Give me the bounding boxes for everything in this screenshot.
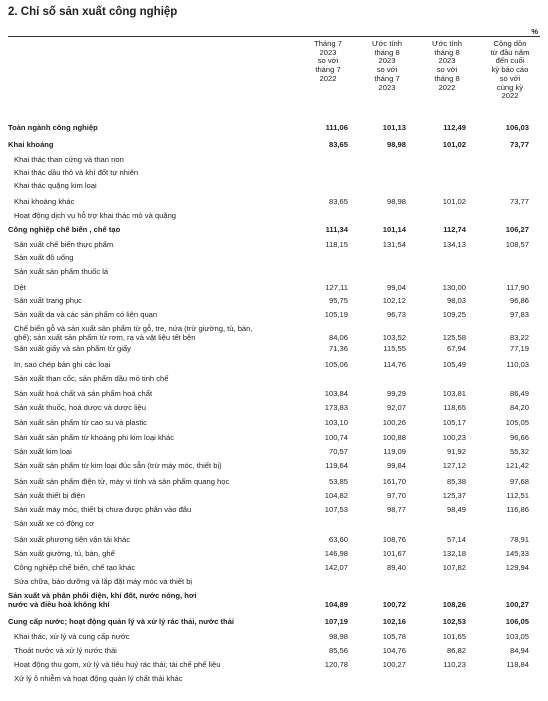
row-label-line: Khai thác quặng kim loại xyxy=(14,181,97,190)
cell-value: 118,84 xyxy=(506,660,529,669)
cell-value: 134,13 xyxy=(442,240,466,249)
row-label-line: Cung cấp nước; hoạt động quản lý và xử lý rác thải, nước thải xyxy=(8,617,235,626)
cell-value: 103,81 xyxy=(442,389,466,398)
row-label-line: Dệt xyxy=(14,283,26,292)
cell-value: 96,86 xyxy=(509,296,529,305)
cell-value: 84,20 xyxy=(509,403,529,412)
column-header-line: tháng 7 xyxy=(315,65,341,75)
row-label-line: Khai thác than cứng và than non xyxy=(14,155,124,164)
column-header-line: từ đầu năm xyxy=(490,47,530,57)
row-label xyxy=(8,591,308,609)
cell-value: 106,03 xyxy=(505,123,529,132)
cell-value: 107,53 xyxy=(324,505,348,514)
cell-value: 85,56 xyxy=(328,646,348,655)
cell-value: 86,82 xyxy=(446,646,466,655)
cell-value: 111,06 xyxy=(325,123,348,132)
cell-value: 107,82 xyxy=(442,563,466,572)
cell-value: 104,89 xyxy=(324,600,348,609)
cell-value: 111,34 xyxy=(325,225,348,234)
cell-value: 102,53 xyxy=(442,617,466,626)
cell-value: 101,65 xyxy=(442,632,466,641)
row-label-line: Khai thác, xử lý và cung cấp nước xyxy=(14,632,130,641)
cell-value: 101,13 xyxy=(382,123,406,132)
column-header-line: 2023 xyxy=(319,47,337,57)
cell-value: 142,07 xyxy=(324,563,348,572)
cell-value: 106,27 xyxy=(505,225,529,234)
row-label-line: Sản xuất giấy và sản phẩm từ giấy xyxy=(14,344,131,353)
cell-value: 78,91 xyxy=(509,535,529,544)
cell-value: 103,52 xyxy=(382,333,406,342)
table-header xyxy=(0,40,548,120)
cell-value: 100,27 xyxy=(382,660,406,669)
column-header-line: tháng 7 xyxy=(374,73,400,83)
cell-value: 103,84 xyxy=(324,389,348,398)
row-label xyxy=(8,617,308,626)
row-label-line: Sản xuất da và các sản phẩm có liên quan xyxy=(14,310,158,319)
cell-value: 73,77 xyxy=(509,140,529,149)
cell-value: 99,04 xyxy=(386,283,406,292)
row-label-line: Sản xuất hoá chất và sản phẩm hoá chất xyxy=(14,389,153,398)
cell-value: 110,23 xyxy=(443,660,466,669)
row-label-line: Sản xuất thuốc, hoá dược và dược liệu xyxy=(14,403,146,412)
column-header-line: tháng 8 xyxy=(434,73,460,83)
row-label xyxy=(14,519,308,528)
cell-value: 73,77 xyxy=(509,197,529,206)
cell-value: 77,19 xyxy=(509,344,529,353)
row-label-line: Sửa chữa, bảo dưỡng và lắp đặt máy móc và thiết bị xyxy=(14,577,193,586)
cell-value: 63,60 xyxy=(328,535,348,544)
row-label-line: Sản xuất than cốc, sản phẩm dầu mỏ tinh chế xyxy=(14,374,169,383)
cell-value: 125,37 xyxy=(442,491,466,500)
row-label xyxy=(14,549,308,558)
row-label xyxy=(14,660,308,669)
row-label-line: Toàn ngành công nghiệp xyxy=(8,123,98,132)
row-label xyxy=(14,240,308,249)
row-label xyxy=(14,374,308,383)
row-label xyxy=(14,477,308,486)
cell-value: 109,25 xyxy=(442,310,466,319)
cell-value: 84,06 xyxy=(328,333,348,342)
page-title: 2. Chỉ số sản xuất công nghiệp xyxy=(8,6,178,18)
row-label xyxy=(14,418,308,427)
row-label xyxy=(14,168,308,177)
cell-value: 131,54 xyxy=(382,240,406,249)
cell-value: 97,83 xyxy=(509,310,529,319)
cell-value: 100,88 xyxy=(382,433,406,442)
column-header-line: so với xyxy=(499,73,521,83)
row-label-line: Xử lý ô nhiễm và hoạt động quản lý chất thải khác xyxy=(14,674,183,683)
cell-value: 125,58 xyxy=(442,333,466,342)
cell-value: 101,02 xyxy=(442,197,466,206)
row-label-line: Sản xuất xe có động cơ xyxy=(14,519,95,528)
row-label xyxy=(14,403,308,412)
cell-value: 92,07 xyxy=(386,403,406,412)
cell-value: 96,73 xyxy=(386,310,406,319)
cell-value: 108,76 xyxy=(382,535,406,544)
cell-value: 55,32 xyxy=(509,447,529,456)
row-label xyxy=(14,461,308,470)
row-label xyxy=(8,140,308,149)
cell-value: 89,40 xyxy=(386,563,406,572)
cell-value: 86,49 xyxy=(509,389,529,398)
cell-value: 105,78 xyxy=(382,632,406,641)
cell-value: 100,27 xyxy=(505,600,529,609)
cell-value: 98,49 xyxy=(446,505,466,514)
cell-value: 105,19 xyxy=(324,310,348,319)
cell-value: 146,98 xyxy=(324,549,348,558)
cell-value: 105,06 xyxy=(324,360,348,369)
cell-value: 91,92 xyxy=(446,447,466,456)
row-label-line: Công nghiệp chế biến , chế tạo xyxy=(8,225,121,234)
row-label-line: Sản xuất phương tiện vận tải khác xyxy=(14,535,131,544)
row-label xyxy=(14,674,308,683)
column-header-line: so với xyxy=(376,65,398,75)
cell-value: 112,74 xyxy=(443,225,466,234)
row-label xyxy=(14,267,308,276)
row-label xyxy=(8,123,308,132)
row-label-line: Sản xuất trang phục xyxy=(14,296,82,305)
cell-value: 121,42 xyxy=(505,461,529,470)
column-header-line: đến cuối xyxy=(495,56,525,66)
cell-value: 119,64 xyxy=(325,461,348,470)
cell-value: 105,05 xyxy=(505,418,529,427)
row-label xyxy=(14,491,308,500)
row-label xyxy=(14,447,308,456)
cell-value: 116,86 xyxy=(506,505,529,514)
column-header-line: 2022 xyxy=(319,73,337,83)
row-label xyxy=(8,225,308,234)
row-label xyxy=(14,344,308,353)
column-header-line: Cộng dồn xyxy=(493,39,527,48)
column-header-line: so với xyxy=(317,56,339,66)
cell-value: 67,94 xyxy=(446,344,466,353)
column-header-line: 2023 xyxy=(378,82,396,92)
row-label-line: Sản xuất kim loại xyxy=(14,447,72,456)
column-header-line: cùng kỳ xyxy=(496,82,524,92)
cell-value: 115,55 xyxy=(383,344,406,353)
row-label-line: Thoát nước và xử lý nước thải xyxy=(14,646,117,655)
row-label xyxy=(14,283,308,292)
column-header-line: Ước tính xyxy=(371,39,403,48)
row-label-line: Sản xuất thiết bị điện xyxy=(14,491,85,500)
row-label xyxy=(14,505,308,514)
cell-value: 100,72 xyxy=(382,600,406,609)
row-label xyxy=(14,155,308,164)
row-label xyxy=(14,211,308,220)
cell-value: 83,65 xyxy=(328,197,348,206)
cell-value: 98,77 xyxy=(386,505,406,514)
column-header-line: 2023 xyxy=(378,56,396,66)
column-header-line: Ước tính xyxy=(431,39,463,48)
unit-label: % xyxy=(531,27,538,36)
cell-value: 100,74 xyxy=(324,433,348,442)
column-header-line: kỳ báo cáo xyxy=(491,65,529,75)
cell-value: 85,38 xyxy=(446,477,466,486)
row-label-line: nước và điều hoà không khí xyxy=(8,600,110,609)
cell-value: 84,94 xyxy=(509,646,529,655)
row-label-line: Sản xuất sản phẩm từ cao su và plastic xyxy=(14,418,147,427)
cell-value: 57,14 xyxy=(446,535,466,544)
cell-value: 114,76 xyxy=(383,360,406,369)
cell-value: 108,57 xyxy=(505,240,529,249)
cell-value: 129,94 xyxy=(505,563,529,572)
cell-value: 98,98 xyxy=(386,140,406,149)
row-label-line: ghế); sản xuất sản phẩm từ rơm, rạ và vật liệu tết bện xyxy=(14,333,196,342)
cell-value: 102,16 xyxy=(382,617,406,626)
cell-value: 117,90 xyxy=(506,283,529,292)
row-label xyxy=(14,646,308,655)
cell-value: 103,10 xyxy=(324,418,348,427)
cell-value: 99,29 xyxy=(386,389,406,398)
cell-value: 173,83 xyxy=(324,403,348,412)
column-header-line: 2022 xyxy=(501,91,519,101)
cell-value: 107,19 xyxy=(324,617,348,626)
row-label-line: Khai thác dầu thô và khí đốt tự nhiên xyxy=(14,168,139,177)
column-header xyxy=(299,40,357,84)
column-header-line: tháng 8 xyxy=(434,47,460,57)
row-label-line: Sản xuất giường, tủ, bàn, ghế xyxy=(14,549,115,558)
column-header-line: so với xyxy=(436,65,458,75)
cell-value: 118,65 xyxy=(443,403,466,412)
row-label xyxy=(14,389,308,398)
cell-value: 145,33 xyxy=(505,549,529,558)
row-label-line: Sản xuất và phân phối điện, khí đốt, nước nóng, hơi xyxy=(8,591,197,600)
cell-value: 100,26 xyxy=(382,418,406,427)
row-label-line: Sản xuất sản phẩm thuốc lá xyxy=(14,267,109,276)
cell-value: 104,76 xyxy=(382,646,406,655)
cell-value: 98,03 xyxy=(446,296,466,305)
cell-value: 53,85 xyxy=(328,477,348,486)
row-label xyxy=(14,296,308,305)
cell-value: 110,03 xyxy=(506,360,529,369)
cell-value: 103,05 xyxy=(505,632,529,641)
row-label xyxy=(14,563,308,572)
cell-value: 83,22 xyxy=(509,333,529,342)
cell-value: 83,65 xyxy=(328,140,348,149)
cell-value: 101,67 xyxy=(382,549,406,558)
cell-value: 97,70 xyxy=(386,491,406,500)
cell-value: 105,17 xyxy=(442,418,466,427)
cell-value: 106,05 xyxy=(505,617,529,626)
row-label-line: Hoạt động thu gom, xử lý và tiêu huỷ rác thải; tái chế phế liệu xyxy=(14,660,221,669)
cell-value: 112,51 xyxy=(506,491,529,500)
row-label xyxy=(14,632,308,641)
row-label xyxy=(14,535,308,544)
row-label-line: Sản xuất chế biến thực phẩm xyxy=(14,240,114,249)
row-label-line: Khai khoáng khác xyxy=(14,197,75,206)
column-header xyxy=(481,40,539,101)
row-label-line: Sản xuất máy móc, thiết bị chưa được phân vào đâu xyxy=(14,505,192,514)
cell-value: 120,78 xyxy=(324,660,348,669)
cell-value: 119,09 xyxy=(383,447,406,456)
column-header xyxy=(418,40,476,92)
row-label xyxy=(14,253,308,262)
cell-value: 98,98 xyxy=(386,197,406,206)
row-label xyxy=(14,577,308,586)
cell-value: 104,82 xyxy=(324,491,348,500)
cell-value: 100,23 xyxy=(442,433,466,442)
column-header xyxy=(358,40,416,92)
cell-value: 70,57 xyxy=(328,447,348,456)
cell-value: 108,26 xyxy=(442,600,466,609)
row-label xyxy=(14,181,308,190)
cell-value: 97,68 xyxy=(509,477,529,486)
cell-value: 71,36 xyxy=(328,344,348,353)
cell-value: 118,15 xyxy=(325,240,348,249)
cell-value: 130,00 xyxy=(442,283,466,292)
row-label xyxy=(14,310,308,319)
row-label-line: Sản xuất đồ uống xyxy=(14,253,74,262)
cell-value: 95,75 xyxy=(328,296,348,305)
cell-value: 101,02 xyxy=(442,140,466,149)
column-header-line: 2022 xyxy=(438,82,456,92)
column-header-line: 2023 xyxy=(438,56,456,66)
row-label xyxy=(14,360,308,369)
row-label-line: Hoạt động dịch vụ hỗ trợ khai thác mỏ và quặng xyxy=(14,211,177,220)
cell-value: 105,49 xyxy=(442,360,466,369)
cell-value: 161,70 xyxy=(382,477,406,486)
cell-value: 96,66 xyxy=(509,433,529,442)
cell-value: 102,12 xyxy=(382,296,406,305)
row-label xyxy=(14,197,308,206)
row-label-line: Chế biến gỗ và sản xuất sản phẩm từ gỗ, tre, nứa (trừ giường, tủ, bàn, xyxy=(14,324,253,333)
cell-value: 98,98 xyxy=(328,632,348,641)
cell-value: 101,14 xyxy=(382,225,406,234)
row-label xyxy=(14,324,308,342)
cell-value: 127,11 xyxy=(325,283,348,292)
cell-value: 112,49 xyxy=(443,123,466,132)
cell-value: 99,84 xyxy=(386,461,406,470)
cell-value: 132,18 xyxy=(442,549,466,558)
row-label-line: Công nghiệp chế biến, chế tạo khác xyxy=(14,563,136,572)
row-label-line: Sản xuất sản phẩm điện tử, máy vi tính và sản phẩm quang học xyxy=(14,477,230,486)
row-label-line: Sản xuất sản phẩm từ khoáng phi kim loại khác xyxy=(14,433,175,442)
column-header-line: Tháng 7 xyxy=(314,39,342,48)
row-label xyxy=(14,433,308,442)
row-label-line: Sản xuất sản phẩm từ kim loại đúc sẵn (trừ máy móc, thiết bị) xyxy=(14,461,222,470)
cell-value: 127,12 xyxy=(442,461,466,470)
row-label-line: In, sao chép bản ghi các loại xyxy=(14,360,111,369)
row-label-line: Khai khoáng xyxy=(8,140,54,149)
column-header-line: tháng 8 xyxy=(374,47,400,57)
header-divider xyxy=(8,36,540,37)
